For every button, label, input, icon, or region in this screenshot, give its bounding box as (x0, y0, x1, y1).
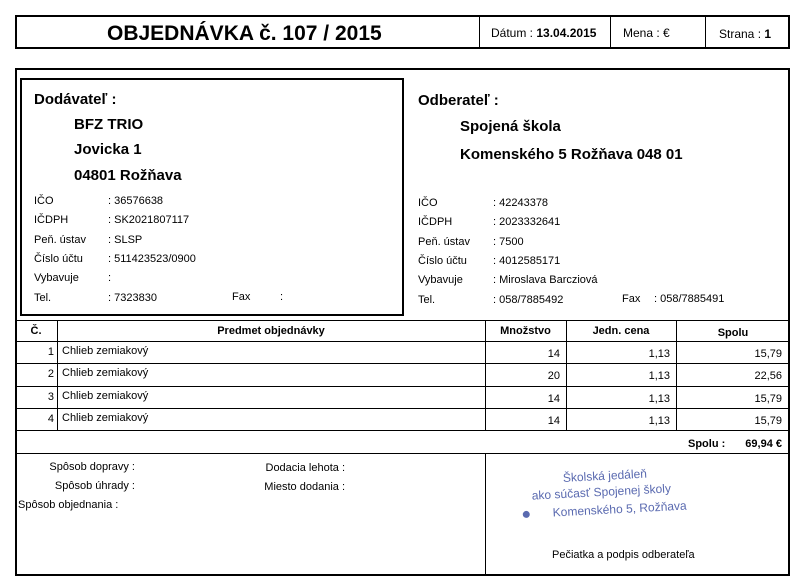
customer-fax-value: : 058/7885491 (654, 293, 725, 305)
header-item: Predmet objednávky (217, 325, 325, 337)
supplier-field-value: : 36576638 (108, 195, 164, 207)
supplier-field-label: Tel. (34, 291, 52, 304)
page-label: Strana : (719, 27, 762, 41)
stamp-line-1: Školská jedáleň (562, 466, 648, 485)
sum-value: 69,94 € (745, 438, 782, 450)
transport-label: Spôsob dopravy : (49, 461, 135, 473)
supplier-field-value: : SLSP (108, 233, 143, 246)
table-top-line (15, 320, 790, 321)
delivery-deadline-label: Dodacia lehota : (265, 462, 345, 474)
customer-field-value: : 2023332641 (493, 216, 561, 229)
table-header-bottom-line (15, 341, 790, 342)
customer-field-value: : 058/7885492 (493, 293, 564, 306)
supplier-name: BFZ TRIO (74, 116, 144, 133)
row-qty: 14 (547, 392, 560, 405)
header-divider (479, 17, 480, 47)
payment-label: Spôsob úhrady : (54, 480, 135, 492)
supplier-heading: Dodávateľ : (34, 91, 117, 108)
customer-field-label: Peň. ústav (418, 235, 470, 248)
date-value: 13.04.2015 (536, 26, 597, 40)
row-divider (15, 386, 790, 387)
page-value: 1 (764, 27, 772, 41)
row-item: Chlieb zemiakový (62, 389, 149, 402)
supplier-field-value: : SK2021807117 (108, 214, 190, 227)
customer-field-value: : 7500 (493, 235, 524, 248)
header-num: Č. (30, 325, 42, 337)
row-total: 22,56 (754, 370, 782, 383)
supplier-field-label: Peň. ústav (34, 233, 86, 246)
row-item: Chlieb zemiakový (62, 367, 149, 380)
table-bottom-line (15, 430, 790, 431)
row-num: 2 (47, 368, 54, 381)
customer-field-value: : 42243378 (493, 197, 549, 209)
order-method-label: Spôsob objednania : (18, 499, 119, 511)
supplier-city: 04801 Rožňava (74, 167, 182, 184)
row-qty: 14 (547, 414, 560, 427)
customer-field-label: Vybavuje (418, 274, 463, 287)
customer-field-label: IČDPH (418, 216, 453, 229)
stamp-line-3: Komenského 5, Rožňava (552, 498, 687, 520)
row-total: 15,79 (754, 392, 782, 405)
row-unit-price: 1,13 (648, 414, 670, 427)
row-unit-price: 1,13 (648, 348, 670, 360)
customer-field-value: : Miroslava Barcziová (493, 274, 598, 287)
header-divider (705, 17, 706, 47)
customer-block (404, 78, 784, 316)
header-divider (610, 17, 611, 47)
row-num: 1 (47, 346, 54, 358)
supplier-street: Jovicka 1 (74, 141, 142, 158)
supplier-box (20, 78, 404, 316)
supplier-field-label: Vybavuje (34, 272, 79, 285)
supplier-field-label: IČO (34, 195, 54, 207)
stamp (498, 456, 741, 538)
date-field (491, 26, 596, 40)
row-num: 3 (47, 390, 54, 403)
header-qty: Množstvo (500, 325, 551, 337)
row-qty: 14 (547, 348, 560, 360)
sum-label: Spolu : (688, 438, 726, 450)
stamp-line-2: ako súčasť Spojenej školy (531, 481, 672, 503)
signature-divider (485, 453, 486, 574)
row-unit-price: 1,13 (648, 392, 670, 405)
customer-address: Komenského 5 Rožňava 048 01 (460, 146, 683, 163)
supplier-fax-label: Fax (232, 291, 251, 303)
supplier-field-value: : 7323830 (108, 291, 157, 304)
customer-fax-label: Fax (622, 293, 641, 305)
supplier-field-value: : 511423523/0900 (108, 252, 196, 265)
header-bar (15, 15, 790, 49)
customer-name: Spojená škola (460, 118, 561, 135)
customer-field-label: Tel. (418, 293, 436, 306)
delivery-place-label: Miesto dodania : (264, 481, 345, 493)
row-qty: 20 (547, 370, 560, 383)
row-divider (15, 408, 790, 409)
signature-label: Pečiatka a podpis odberateľa (552, 549, 695, 561)
header-total: Spolu (717, 327, 749, 339)
date-label: Dátum : (491, 26, 534, 40)
supplier-field-value: : (108, 272, 112, 285)
supplier-field-label: IČDPH (34, 214, 69, 227)
customer-field-label: IČO (418, 197, 438, 209)
supplier-fax-value: : (280, 291, 284, 303)
customer-heading: Odberateľ : (418, 92, 499, 109)
document-title: OBJEDNÁVKA č. 107 / 2015 (107, 22, 382, 45)
row-unit-price: 1,13 (648, 370, 670, 383)
row-num: 4 (47, 412, 54, 425)
customer-field-label: Číslo účtu (418, 254, 467, 267)
row-divider (15, 363, 790, 364)
page-field (719, 27, 771, 41)
customer-field-value: : 4012585171 (493, 254, 561, 267)
stamp-mark (523, 511, 530, 518)
currency-field: Mena : € (623, 26, 670, 40)
supplier-field-label: Číslo účtu (34, 252, 83, 265)
row-total: 15,79 (754, 414, 782, 427)
row-item: Chlieb zemiakový (62, 411, 149, 424)
sum-bottom-line (15, 453, 790, 454)
header-unit-price: Jedn. cena (592, 325, 650, 337)
row-item: Chlieb zemiakový (62, 345, 149, 357)
row-total: 15,79 (754, 348, 782, 360)
